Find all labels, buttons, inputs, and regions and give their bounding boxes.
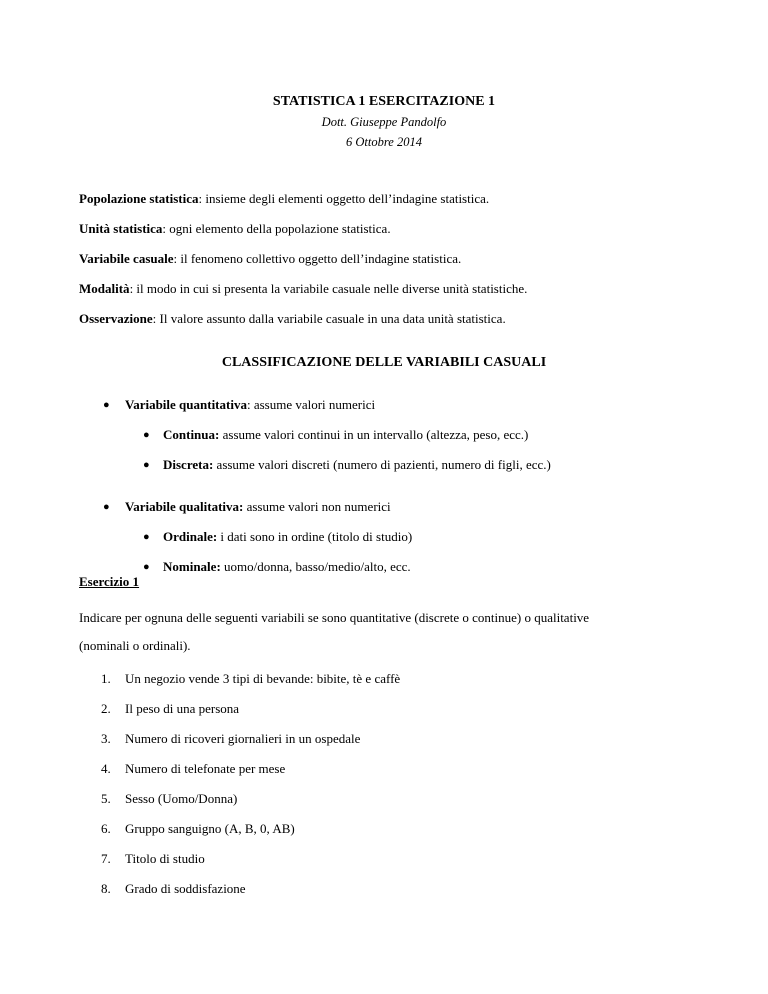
list-item xyxy=(79,754,679,784)
category-text: assume valori non numerici xyxy=(243,499,391,514)
exercise-list xyxy=(79,664,679,904)
section-title: CLASSIFICAZIONE DELLE VARIABILI CASUALI xyxy=(221,355,547,370)
bullet-icon: ● xyxy=(143,429,150,441)
subcategory-term: Continua: xyxy=(163,427,220,442)
definition-term: Modalità xyxy=(79,281,130,296)
list-item xyxy=(79,814,679,844)
item-text: Gruppo sanguigno (A, B, 0, AB) xyxy=(125,821,295,836)
item-number: 3. xyxy=(101,731,111,746)
item-text: Il peso di una persona xyxy=(125,701,240,716)
item-text: Grado di soddisfazione xyxy=(125,881,246,896)
bullet-icon: ● xyxy=(103,501,110,513)
spacer xyxy=(79,480,719,492)
list-item xyxy=(79,694,679,724)
list-item xyxy=(79,664,679,694)
list-item xyxy=(79,874,679,904)
item-number: 8. xyxy=(101,881,111,896)
item-number: 1. xyxy=(101,671,111,686)
category-term: Variabile quantitativa xyxy=(125,397,247,412)
classification-list xyxy=(79,390,719,582)
item-number: 2. xyxy=(101,701,111,716)
document-date: 6 Ottobre 2014 xyxy=(346,135,422,149)
item-number: 4. xyxy=(101,761,111,776)
subcategory-item xyxy=(79,420,719,450)
definition xyxy=(79,214,699,244)
item-text: Sesso (Uomo/Donna) xyxy=(125,791,238,806)
subcategory-text: uomo/donna, basso/medio/alto, ecc. xyxy=(220,559,411,574)
subcategory-text: assume valori discreti (numero di pazienti, numero di figli, ecc.) xyxy=(213,457,551,472)
item-number: 7. xyxy=(101,851,111,866)
item-number: 6. xyxy=(101,821,111,836)
category-text: : assume valori numerici xyxy=(246,397,376,412)
subcategory-term: Discreta: xyxy=(163,457,214,472)
definition-text: : ogni elemento della popolazione statistica. xyxy=(162,221,391,236)
definition-term: Osservazione xyxy=(79,311,153,326)
definition xyxy=(79,274,699,304)
definition-text: : il fenomeno collettivo oggetto dell’indagine statistica. xyxy=(173,251,462,266)
subcategory-content xyxy=(163,522,412,552)
category-content xyxy=(125,492,391,522)
item-number: 5. xyxy=(101,791,111,806)
subcategory-term: Nominale: xyxy=(163,559,221,574)
category-item xyxy=(79,390,719,420)
definition-text: : Il valore assunto dalla variabile casuale in una data unità statistica. xyxy=(152,311,506,326)
item-text: Un negozio vende 3 tipi di bevande: bibite, tè e caffè xyxy=(125,671,401,686)
definition-text: : il modo in cui si presenta la variabile casuale nelle diverse unità statistiche. xyxy=(129,281,528,296)
definition-term: Popolazione statistica xyxy=(79,191,199,206)
category-item xyxy=(79,492,719,522)
item-text: Numero di telefonate per mese xyxy=(125,761,286,776)
list-item xyxy=(79,784,679,814)
bullet-icon: ● xyxy=(143,561,150,573)
definition-text: : insieme degli elementi oggetto dell’indagine statistica. xyxy=(198,191,490,206)
bullet-icon: ● xyxy=(143,531,150,543)
definition-term: Variabile casuale xyxy=(79,251,174,266)
subcategory-item xyxy=(79,522,719,552)
exercise-title: Esercizio 1 xyxy=(79,574,140,589)
definition xyxy=(79,304,699,334)
category-term: Variabile qualitativa: xyxy=(125,499,244,514)
document-title: STATISTICA 1 ESERCITAZIONE 1 xyxy=(272,94,496,109)
bullet-icon: ● xyxy=(103,399,110,411)
subcategory-item xyxy=(79,552,719,582)
subcategory-term: Ordinale: xyxy=(163,529,218,544)
definitions-list xyxy=(79,184,699,334)
subcategory-content xyxy=(163,552,411,582)
subcategory-text: i dati sono in ordine (titolo di studio) xyxy=(217,529,413,544)
subcategory-content xyxy=(163,420,528,450)
item-text: Titolo di studio xyxy=(125,851,205,866)
list-item xyxy=(79,844,679,874)
exercise-instructions xyxy=(79,604,690,660)
exercise-instructions-line: (nominali o ordinali). xyxy=(79,638,191,653)
document-author: Dott. Giuseppe Pandolfo xyxy=(321,115,447,129)
definition xyxy=(79,244,699,274)
category-content xyxy=(125,390,375,420)
bullet-icon: ● xyxy=(143,459,150,471)
exercise-instructions-line: Indicare per ognuna delle seguenti variabili se sono quantitative (discrete o continue) o qualitative xyxy=(79,610,590,625)
subcategory-text: assume valori continui in un intervallo (altezza, peso, ecc.) xyxy=(219,427,529,442)
definition xyxy=(79,184,699,214)
document-header xyxy=(0,92,768,152)
list-item xyxy=(79,724,679,754)
item-text: Numero di ricoveri giornalieri in un ospedale xyxy=(125,731,361,746)
subcategory-content xyxy=(163,450,551,480)
definition-term: Unità statistica xyxy=(79,221,163,236)
subcategory-item xyxy=(79,450,719,480)
